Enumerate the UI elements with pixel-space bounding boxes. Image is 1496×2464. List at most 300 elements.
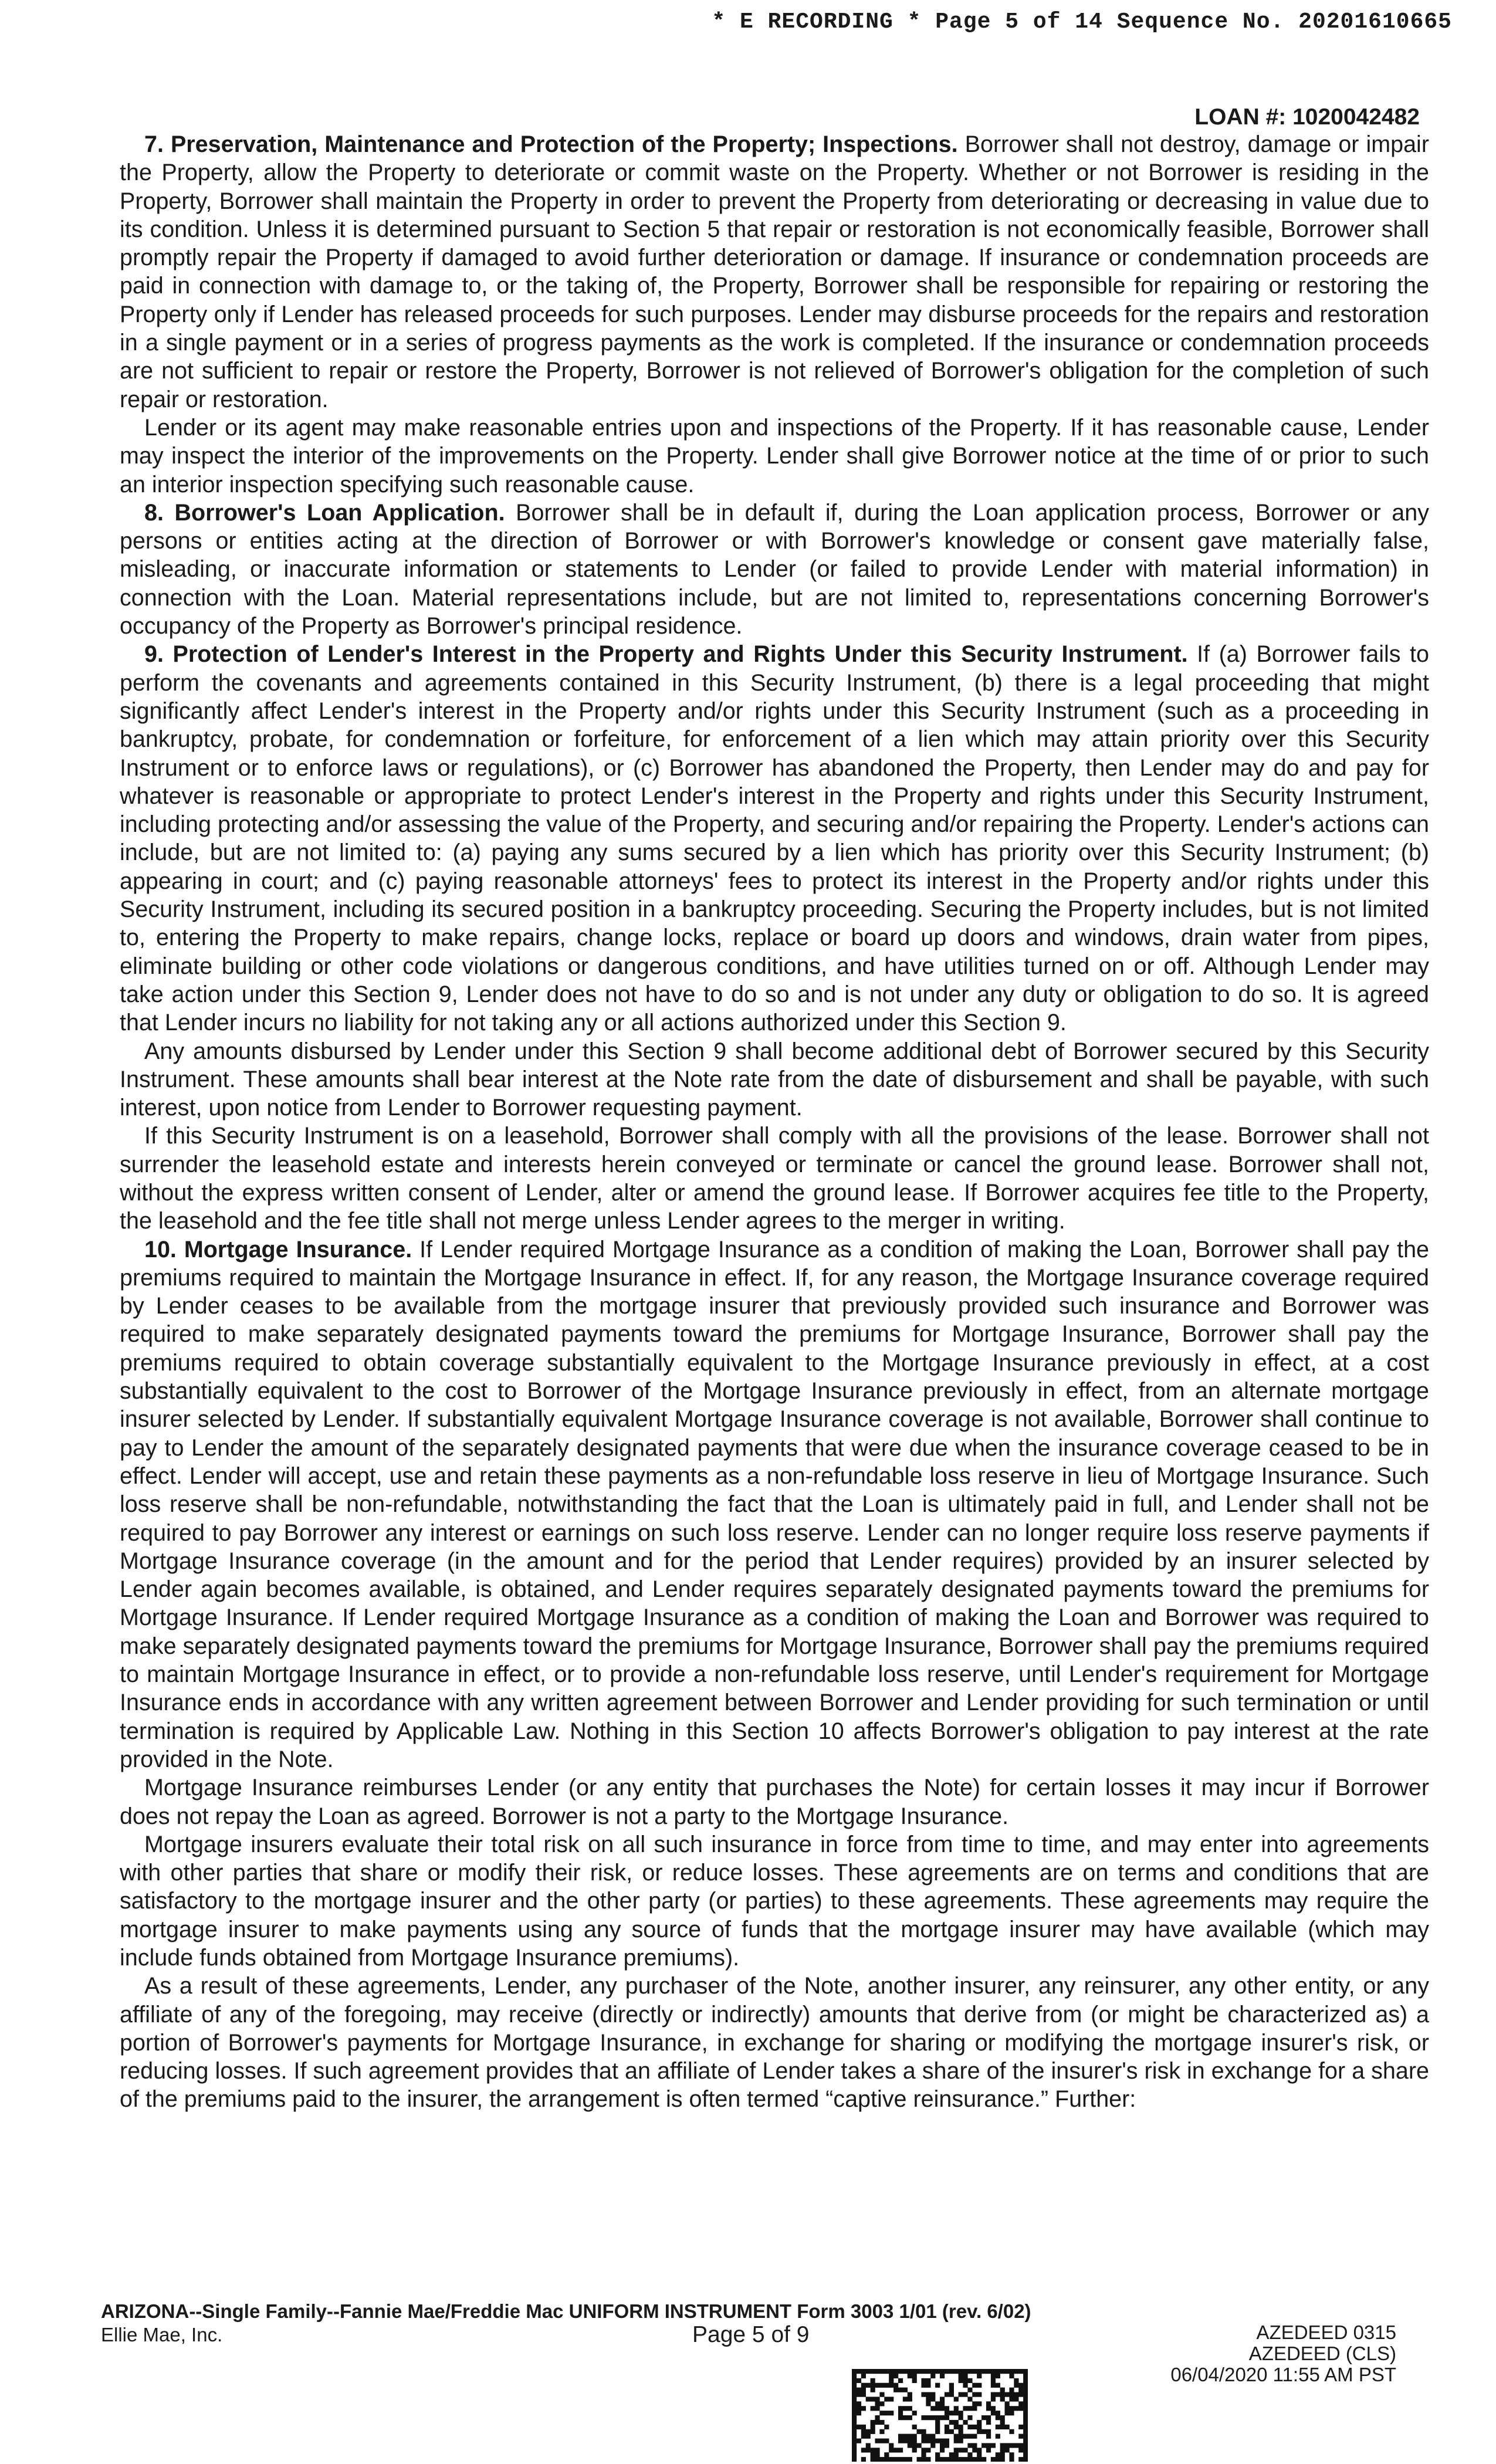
barcode-module [977, 2392, 981, 2397]
barcode-module [959, 2392, 963, 2397]
barcode-module [871, 2378, 875, 2383]
section-text: Mortgage insurers evaluate their total risk on all such insurance in force from time to time, and may enter into agreements with other parties that share or modify their risk, or reduce losses. These agreements are on terms and conditions that are satisfactory to the mortgage insurer and the other party (or parties) to these agreements. These agreements may require the mortgage insurer to make payments using any source of funds that the mortgage insurer may have available (which may include funds obtained from Mortgage Insurance premiums). [120, 1831, 1429, 1971]
section-9 [120, 640, 1429, 1037]
section-text: As a result of these agreements, Lender, any purchaser of the Note, another insurer, any reinsurer, any other entity, or any affiliate of any of the foregoing, may receive (directly or indirectly) amounts that derive from (or might be characterized as) a portion of Borrower's payments for Mortgage Insurance, in exchange for sharing or modifying the mortgage insurer's risk, or reducing losses. If such agreement provides that an affiliate of Lender takes a share of the insurer's risk in exchange for a share of the premiums paid to the insurer, the arrangement is often termed “captive reinsurance.” Further: [120, 1973, 1429, 2113]
barcode-module [871, 2425, 875, 2429]
barcode-module [884, 2439, 889, 2443]
barcode-module [940, 2406, 945, 2411]
barcode-module [940, 2415, 945, 2420]
barcode-module [1018, 2388, 1023, 2392]
barcode-module [967, 2406, 972, 2411]
barcode-module [1018, 2401, 1023, 2406]
barcode-module [908, 2397, 912, 2401]
document-body [120, 130, 1429, 2114]
barcode-module [959, 2439, 963, 2443]
section-text: Borrower shall be in default if, during the Loan application process, Borrower or any persons or entities acting at the direction of Borrower or with Borrower's knowledge or consent gave materially false, misleading, or inaccurate information or statements to Lender (or failed to provide Lender with material information) in connection with the Loan. Material representations include, but are not limited to, representations concerning Borrower's occupancy of the Property as Borrower's principal residence. [120, 499, 1429, 639]
barcode-module [930, 2397, 935, 2401]
barcode-module [930, 2443, 935, 2448]
barcode-module [884, 2397, 889, 2401]
barcode-module [921, 2369, 926, 2374]
barcode-module [949, 2411, 954, 2415]
barcode-module [930, 2406, 935, 2411]
section-heading: 10. Mortgage Insurance. [144, 1236, 412, 1263]
barcode-module [1018, 2369, 1023, 2374]
barcode-module [852, 2452, 857, 2457]
barcode-module [991, 2457, 996, 2462]
barcode-module [981, 2443, 986, 2448]
barcode-module [908, 2392, 912, 2397]
barcode-module [940, 2401, 945, 2406]
barcode-module [912, 2443, 917, 2448]
barcode-module [1000, 2397, 1005, 2401]
barcode-module [1023, 2411, 1028, 2415]
barcode-module [1023, 2415, 1028, 2420]
section-7 [120, 130, 1429, 414]
section-10 [120, 1236, 1429, 1774]
barcode-module [935, 2401, 940, 2406]
barcode-module [921, 2378, 926, 2383]
barcode-module [871, 2397, 875, 2401]
barcode-module [954, 2439, 959, 2443]
barcode-module [1005, 2392, 1010, 2397]
barcode-module [954, 2369, 959, 2374]
barcode-module [977, 2429, 981, 2434]
barcode-module [991, 2397, 996, 2401]
section-9-amounts [120, 1037, 1429, 1122]
barcode-module [898, 2406, 903, 2411]
barcode-module [852, 2406, 857, 2411]
section-text: Any amounts disbursed by Lender under this Section 9 shall become additional debt of Borrower secured by this Security Instrument. These amounts shall bear interest at the Note rate from the date of disbursement and shall be payable, with such interest, upon notice from Lender to Borrower requesting payment. [120, 1038, 1429, 1121]
barcode-module [1023, 2452, 1028, 2457]
barcode-module [977, 2374, 981, 2378]
barcode-module [996, 2383, 1000, 2388]
barcode-module [935, 2369, 940, 2374]
barcode-module [861, 2406, 866, 2411]
section-heading: 9. Protection of Lender's Interest in the Property and Rights Under this Security Instrument. [144, 641, 1188, 668]
barcode-module [879, 2420, 884, 2425]
barcode-module [889, 2383, 893, 2388]
barcode-module [871, 2457, 875, 2462]
barcode-module [861, 2369, 866, 2374]
section-7-inspections [120, 414, 1429, 499]
barcode-module [935, 2425, 940, 2429]
barcode-module [857, 2378, 861, 2383]
barcode-module [963, 2420, 967, 2425]
barcode-module [889, 2397, 893, 2401]
barcode-module [972, 2457, 977, 2462]
barcode-module [1014, 2378, 1018, 2383]
barcode-module [893, 2457, 898, 2462]
barcode-module [852, 2392, 857, 2397]
barcode-module [861, 2429, 866, 2434]
barcode-module [921, 2415, 926, 2420]
barcode-module [857, 2406, 861, 2411]
footer-left [101, 2300, 1031, 2347]
barcode-module [1018, 2443, 1023, 2448]
section-text: Lender or its agent may make reasonable entries upon and inspections of the Property. If it has reasonable cause, Lender may inspect the interior of the improvements on the Property. Lender shall give Borrower notice at the time of or prior to such an interior inspection specifying such reasonable cause. [120, 414, 1429, 497]
barcode-module [871, 2369, 875, 2374]
barcode-module [852, 2434, 857, 2439]
barcode-module [903, 2369, 908, 2374]
barcode-module [898, 2439, 903, 2443]
barcode-module [935, 2429, 940, 2434]
barcode-module [1023, 2369, 1028, 2374]
barcode-module [1009, 2429, 1014, 2434]
barcode-module [945, 2425, 949, 2429]
barcode-module [945, 2392, 949, 2397]
barcode-module [852, 2383, 857, 2388]
barcode-module [935, 2439, 940, 2443]
barcode-module [940, 2443, 945, 2448]
barcode-module [926, 2415, 930, 2420]
barcode-module [977, 2420, 981, 2425]
barcode-module [884, 2452, 889, 2457]
barcode-module [852, 2374, 857, 2378]
barcode-module [1023, 2448, 1028, 2452]
barcode-module [977, 2401, 981, 2406]
barcode-module [940, 2369, 945, 2374]
barcode-module [903, 2439, 908, 2443]
barcode-module [857, 2411, 861, 2415]
barcode-module [1023, 2429, 1028, 2434]
barcode-module [940, 2457, 945, 2462]
barcode-module [875, 2406, 879, 2411]
barcode-module [945, 2457, 949, 2462]
barcode-module [967, 2425, 972, 2429]
loan-number: LOAN #: 1020042482 [1194, 104, 1420, 130]
barcode-module [954, 2425, 959, 2429]
barcode-module [857, 2392, 861, 2397]
barcode-module [977, 2448, 981, 2452]
barcode-module [884, 2369, 889, 2374]
barcode-module [921, 2383, 926, 2388]
barcode-module [996, 2425, 1000, 2429]
barcode-module [879, 2411, 884, 2415]
barcode-module [977, 2452, 981, 2457]
barcode-module [935, 2457, 940, 2462]
barcode-module [926, 2397, 930, 2401]
barcode-module [875, 2439, 879, 2443]
barcode-module [991, 2374, 996, 2378]
barcode-module [1005, 2448, 1010, 2452]
barcode-module [866, 2369, 871, 2374]
barcode-module [977, 2425, 981, 2429]
barcode-module [1023, 2420, 1028, 2425]
barcode-module [866, 2397, 871, 2401]
barcode-module [1009, 2374, 1014, 2378]
barcode-module [861, 2425, 866, 2429]
barcode-module [917, 2457, 922, 2462]
barcode-module [852, 2369, 857, 2374]
barcode-module [940, 2448, 945, 2452]
barcode-module [954, 2448, 959, 2452]
barcode-module [981, 2429, 986, 2434]
barcode-module [926, 2434, 930, 2439]
barcode-module [917, 2443, 922, 2448]
barcode-module [1014, 2443, 1018, 2448]
barcode-module [1018, 2425, 1023, 2429]
barcode-module [889, 2448, 893, 2452]
barcode-module [861, 2383, 866, 2388]
barcode-module [986, 2369, 991, 2374]
barcode-module [940, 2374, 945, 2378]
barcode-module [930, 2415, 935, 2420]
barcode-module [861, 2392, 866, 2397]
print-timestamp: 06/04/2020 11:55 AM PST [1170, 2364, 1396, 2385]
section-text: Mortgage Insurance reimburses Lender (or any entity that purchases the Note) for certain losses it may incur if Borrower does not repay the Loan as agreed. Borrower is not a party to the Mortgage Insurance. [120, 1775, 1429, 1829]
barcode-module [935, 2383, 940, 2388]
barcode-module [972, 2434, 977, 2439]
barcode-module [972, 2406, 977, 2411]
barcode-module [1009, 2392, 1014, 2397]
barcode-module [972, 2443, 977, 2448]
barcode-module [875, 2448, 879, 2452]
barcode-module [921, 2392, 926, 2397]
barcode-module [893, 2388, 898, 2392]
barcode-module [879, 2429, 884, 2434]
barcode-module [857, 2425, 861, 2429]
barcode-module [908, 2434, 912, 2439]
barcode-module [1005, 2443, 1010, 2448]
barcode-module [1023, 2406, 1028, 2411]
barcode-module [898, 2457, 903, 2462]
barcode-module [945, 2439, 949, 2443]
barcode-module [1009, 2369, 1014, 2374]
barcode-module [945, 2406, 949, 2411]
barcode-module [1000, 2443, 1005, 2448]
barcode-module [959, 2378, 963, 2383]
barcode-module [1023, 2388, 1028, 2392]
barcode-module [959, 2374, 963, 2378]
barcode-module [991, 2411, 996, 2415]
barcode-module [972, 2401, 977, 2406]
barcode-module [1023, 2374, 1028, 2378]
barcode-module [1000, 2448, 1005, 2452]
barcode-module [949, 2388, 954, 2392]
barcode-module [967, 2443, 972, 2448]
barcode-module [930, 2374, 935, 2378]
barcode-module [940, 2397, 945, 2401]
barcode-module [1005, 2411, 1010, 2415]
barcode-module [1018, 2457, 1023, 2462]
barcode-module [926, 2401, 930, 2406]
barcode-module [1023, 2397, 1028, 2401]
barcode-module [912, 2378, 917, 2383]
barcode-module [940, 2439, 945, 2443]
barcode-module [959, 2415, 963, 2420]
barcode-module [1009, 2452, 1014, 2457]
barcode-module [903, 2406, 908, 2411]
barcode-module [1014, 2406, 1018, 2411]
barcode-module [996, 2392, 1000, 2397]
barcode-module [1018, 2383, 1023, 2388]
barcode-module [1009, 2406, 1014, 2411]
barcode-module [959, 2369, 963, 2374]
barcode-module [871, 2448, 875, 2452]
barcode-module [908, 2406, 912, 2411]
barcode-module [889, 2443, 893, 2448]
barcode-module [903, 2388, 908, 2392]
barcode-module [898, 2448, 903, 2452]
section-10-insurers [120, 1830, 1429, 1972]
barcode-module [861, 2457, 866, 2462]
barcode-module [889, 2411, 893, 2415]
barcode-module [884, 2383, 889, 2388]
barcode-module [963, 2369, 967, 2374]
barcode-module [912, 2448, 917, 2452]
barcode-module [996, 2434, 1000, 2439]
barcode-module [912, 2425, 917, 2429]
barcode-module [852, 2401, 857, 2406]
barcode-module [852, 2448, 857, 2452]
barcode-module [908, 2443, 912, 2448]
barcode-module [866, 2429, 871, 2434]
barcode-module [1018, 2392, 1023, 2397]
barcode-module [879, 2457, 884, 2462]
barcode-module [972, 2383, 977, 2388]
barcode-module [963, 2374, 967, 2378]
barcode-module [893, 2448, 898, 2452]
barcode-module [861, 2388, 866, 2392]
barcode-module [889, 2378, 893, 2383]
barcode-module [1009, 2457, 1014, 2462]
barcode-module [908, 2374, 912, 2378]
barcode-module [879, 2383, 884, 2388]
barcode-module [866, 2434, 871, 2439]
barcode-module [1000, 2420, 1005, 2425]
barcode-module [967, 2378, 972, 2383]
barcode-module [959, 2448, 963, 2452]
barcode-module [852, 2443, 857, 2448]
barcode-module [972, 2448, 977, 2452]
barcode-module [926, 2369, 930, 2374]
barcode-module [1023, 2392, 1028, 2397]
barcode-module [996, 2452, 1000, 2457]
barcode-module [893, 2383, 898, 2388]
section-10-agreements [120, 1972, 1429, 2113]
barcode-module [977, 2369, 981, 2374]
barcode-module [1005, 2369, 1010, 2374]
form-identifier: ARIZONA--Single Family--Fannie Mae/Freddie Mac UNIFORM INSTRUMENT Form 3003 1/01 (rev. 6/02) [101, 2300, 1031, 2322]
barcode-module [1023, 2378, 1028, 2383]
barcode-module [986, 2420, 991, 2425]
barcode-module [959, 2411, 963, 2415]
barcode-module [949, 2457, 954, 2462]
barcode-module [967, 2452, 972, 2457]
barcode-module [1000, 2369, 1005, 2374]
barcode-module [917, 2429, 922, 2434]
barcode-module [871, 2406, 875, 2411]
barcode-module [930, 2369, 935, 2374]
barcode-module [884, 2457, 889, 2462]
company-name: Ellie Mae, Inc. [101, 2324, 223, 2345]
barcode-module [1000, 2392, 1005, 2397]
barcode-module [972, 2392, 977, 2397]
barcode-module [1000, 2415, 1005, 2420]
barcode-module [1000, 2388, 1005, 2392]
barcode-module [945, 2411, 949, 2415]
barcode-module [875, 2383, 879, 2388]
barcode-module [852, 2457, 857, 2462]
barcode-module [945, 2369, 949, 2374]
barcode-module [908, 2457, 912, 2462]
barcode-module [1009, 2388, 1014, 2392]
barcode-module [1014, 2397, 1018, 2401]
barcode-module [852, 2415, 857, 2420]
barcode-module [1009, 2411, 1014, 2415]
barcode-module [977, 2383, 981, 2388]
barcode-module [1000, 2457, 1005, 2462]
barcode-module [861, 2434, 866, 2439]
barcode-module [959, 2429, 963, 2434]
barcode-module [996, 2415, 1000, 2420]
barcode-module [921, 2439, 926, 2443]
barcode-module [866, 2383, 871, 2388]
barcode-module [875, 2369, 879, 2374]
section-heading: 8. Borrower's Loan Application. [144, 499, 505, 526]
barcode-module [908, 2369, 912, 2374]
barcode-module [912, 2439, 917, 2443]
barcode-module [1023, 2457, 1028, 2462]
barcode-module [1005, 2401, 1010, 2406]
section-9-leasehold [120, 1122, 1429, 1235]
barcode-module [903, 2434, 908, 2439]
barcode-module [1023, 2401, 1028, 2406]
barcode-module [967, 2415, 972, 2420]
barcode-module [926, 2383, 930, 2388]
barcode-module [967, 2397, 972, 2401]
footer-right [1170, 2322, 1396, 2385]
barcode-module [875, 2397, 879, 2401]
barcode-module [1023, 2443, 1028, 2448]
barcode-module [954, 2420, 959, 2425]
barcode-module [875, 2420, 879, 2425]
barcode-module [871, 2452, 875, 2457]
barcode-module [912, 2411, 917, 2415]
barcode-module [935, 2415, 940, 2420]
barcode-module [954, 2411, 959, 2415]
barcode-module [949, 2369, 954, 2374]
barcode-module [912, 2374, 917, 2378]
barcode-module [1018, 2448, 1023, 2452]
barcode-module [898, 2415, 903, 2420]
doc-code-cls: AZEDEED (CLS) [1248, 2343, 1396, 2364]
barcode-module [921, 2429, 926, 2434]
barcode-module [996, 2374, 1000, 2378]
barcode-module [949, 2420, 954, 2425]
barcode-module [930, 2434, 935, 2439]
barcode-module [1023, 2383, 1028, 2388]
barcode-module [991, 2378, 996, 2383]
barcode-module [898, 2369, 903, 2374]
barcode-module [963, 2406, 967, 2411]
barcode-module [986, 2429, 991, 2434]
barcode-module [861, 2448, 866, 2452]
barcode-module [921, 2434, 926, 2439]
barcode-module [879, 2439, 884, 2443]
barcode-module [926, 2392, 930, 2397]
barcode-module [1023, 2439, 1028, 2443]
barcode-module [981, 2369, 986, 2374]
barcode-module [1005, 2425, 1010, 2429]
2d-barcode-icon [852, 2369, 1028, 2462]
section-8 [120, 499, 1429, 640]
barcode-module [963, 2378, 967, 2383]
barcode-module [986, 2415, 991, 2420]
barcode-module [1014, 2392, 1018, 2397]
barcode-module [852, 2439, 857, 2443]
barcode-module [1009, 2397, 1014, 2401]
